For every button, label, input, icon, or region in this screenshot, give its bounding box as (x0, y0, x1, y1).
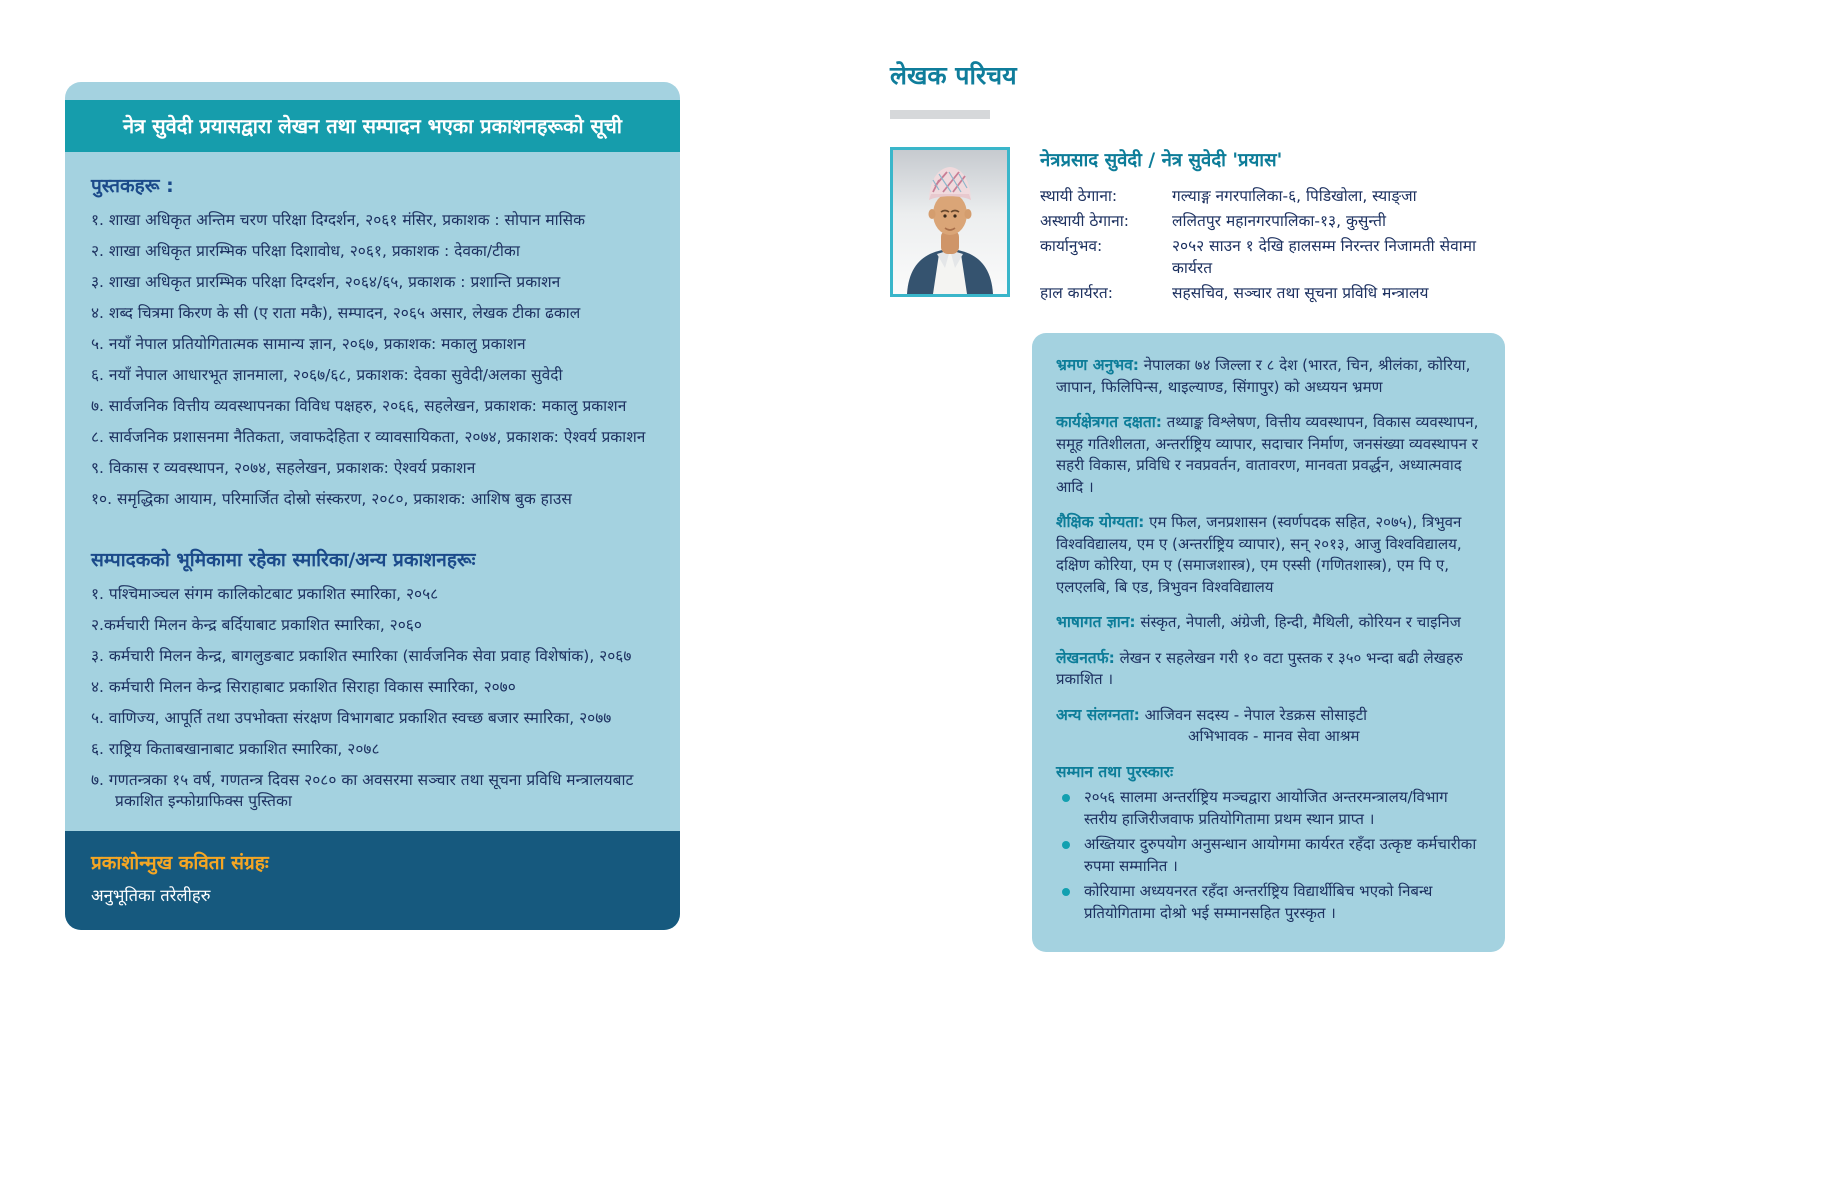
expertise-label: कार्यक्षेत्रगत दक्षता: (1056, 413, 1162, 431)
publications-panel (65, 82, 680, 930)
travel-text: नेपालका ७४ जिल्ला र ८ देश (भारत, चिन, श्रीलंका, कोरिया, जापान, फिलिपिन्स, थाइल्याण्ड, सिंगापुर) को अध्ययन भ्रमण (1056, 356, 1471, 396)
book-list-item: २. शाखा अधिकृत प्रारम्भिक परिक्षा दिशावोध, २०६१, प्रकाशक : देवका/टीका (91, 242, 520, 260)
award-bullet-text: अख्तियार दुरुपयोग अनुसन्धान आयोगमा कार्यरत रहँदा उत्कृष्ट कर्मचारीका रुपमा सम्मानित । (1084, 835, 1477, 875)
upcoming-poetry-title: प्रकाशोन्मुख कविता संग्रहः (91, 852, 269, 874)
author-detail-row (1040, 185, 1510, 207)
writing-text: लेखन र सहलेखन गरी १० वटा पुस्तक र ३५० भन्दा बढी लेखहरु प्रकाशित । (1056, 648, 1463, 688)
expertise-section (1056, 412, 1481, 498)
book-list-item: ३. शाखा अधिकृत प्रारम्भिक परिक्षा दिग्दर्शन, २०६४/६५, प्रकाशक : प्रशान्ति प्रकाशन (91, 273, 561, 291)
involvement-section (1056, 705, 1481, 748)
awards-title: सम्मान तथा पुरस्कारः (1056, 762, 1174, 781)
awards-section (1056, 762, 1481, 925)
writing-label: लेखनतर्फ: (1056, 648, 1115, 667)
author-photo (890, 147, 1010, 297)
detail-value: सहसचिव, सञ्चार तथा सूचना प्रविधि मन्त्रालय (1172, 284, 1429, 302)
book-list-item: ४. शब्द चित्रमा किरण के सी (ए राता मकै), सम्पादन, २०६५ असार, लेखक टीका ढकाल (91, 304, 581, 322)
souvenir-list-item: १. पश्चिमाञ्चल संगम कालिकोटबाट प्रकाशित स्मारिका, २०५८ (91, 585, 439, 603)
publications-panel-body (65, 152, 680, 831)
souvenir-list-item: ३. कर्मचारी मिलन केन्द्र, बागलुङबाट प्रकाशित स्मारिका (सार्वजनिक सेवा प्रवाह विशेषांक), २०६७ (91, 647, 632, 665)
travel-label: भ्रमण अनुभव: (1056, 356, 1139, 374)
author-details (1040, 185, 1510, 304)
involvement-text: आजिवन सदस्य - नेपाल रेडक्रस सोसाइटी (1144, 705, 1368, 724)
section-spacer (91, 520, 654, 546)
writing-section (1056, 648, 1481, 691)
languages-section (1056, 612, 1481, 634)
books-list (91, 210, 654, 510)
souvenir-list-item: २.कर्मचारी मिलन केन्द्र बर्दियाबाट प्रकाशित स्मारिका, २०६० (91, 616, 422, 634)
languages-text: संस्कृत, नेपाली, अंग्रेजी, हिन्दी, मैथिली, कोरियन र चाइनिज (1140, 613, 1461, 631)
education-text: एम फिल, जनप्रशासन (स्वर्णपदक सहित, २०७५), त्रिभुवन विश्वविद्यालय, एम ए (अन्तर्राष्ट्रिय व्यापार), सन् २०१३, आजु विश्वविद्यालय, दक्षिण कोरिया, एम ए (समाजशास्त्र), एम एस्सी (गणितशास्त्र), एम पि ए, एलएलबि, बि एड, त्रिभुवन विश्वविद्यालय (1056, 513, 1462, 596)
author-info (1040, 147, 1510, 307)
award-bullet-row (1056, 834, 1481, 877)
award-bullet-row (1056, 881, 1481, 924)
detail-value: गल्याङ्ग नगरपालिका-६, पिडिखोला, स्याङ्जा (1172, 187, 1417, 205)
award-bullet-text: कोरियामा अध्ययनरत रहँदा अन्तर्राष्ट्रिय विद्यार्थीबिच भएको निबन्ध प्रतियोगितामा दोश्रो भई सम्मानसहित पुरस्कृत । (1084, 882, 1433, 922)
decorative-gray-bar (890, 110, 990, 119)
author-detail-row (1040, 282, 1510, 304)
souvenir-list (91, 584, 654, 812)
involvement-text-line2: अभिभावक - मानव सेवा आश्रम (1188, 727, 1360, 745)
author-intro-panel (890, 58, 1510, 952)
awards-list (1056, 787, 1481, 924)
book-list-item: ६. नयाँ नेपाल आधारभूत ज्ञानमाला, २०६७/६८, प्रकाशक: देवका सुवेदी/अलका सुवेदी (91, 366, 563, 384)
book-list-item: ७. सार्वजनिक वित्तीय व्यवस्थापनका विविध पक्षहरु, २०६६, सहलेखन, प्रकाशक: मकालु प्रकाशन (91, 397, 627, 415)
detail-label: कार्यानुभव: (1040, 237, 1103, 255)
book-list-item: १०. समृद्धिका आयाम, परिमार्जित दोस्रो संस्करण, २०८०, प्रकाशक: आशिष बुक हाउस (91, 490, 572, 508)
books-section-title: पुस्तकहरू : (91, 175, 174, 197)
author-detail-row (1040, 210, 1510, 232)
souvenir-list-item: ६. राष्ट्रिय किताबखानाबाट प्रकाशित स्मारिका, २०७८ (91, 740, 380, 758)
detail-label: हाल कार्यरत: (1040, 284, 1113, 302)
detail-value: ललितपुर महानगरपालिका-१३, कुसुन्ती (1172, 212, 1386, 230)
involvement-label: अन्य संलग्नता: (1056, 705, 1140, 724)
education-section (1056, 512, 1481, 598)
book-list-item: ८. सार्वजनिक प्रशासनमा नैतिकता, जवाफदेहिता र व्यावसायिकता, २०७४, प्रकाशक: ऐश्वर्य प्रकाशन (91, 428, 646, 446)
languages-label: भाषागत ज्ञान: (1056, 613, 1136, 631)
award-bullet-row (1056, 787, 1481, 830)
book-list-item: ९. विकास र व्यवस्थापन, २०७४, सहलेखन, प्रकाशक: ऐश्वर्य प्रकाशन (91, 459, 476, 477)
author-row (890, 147, 1510, 307)
book-list-item: ५. नयाँ नेपाल प्रतियोगितात्मक सामान्य ज्ञान, २०६७, प्रकाशक: मकालु प्रकाशन (91, 335, 526, 353)
detail-value: २०५२ साउन १ देखि हालसम्म निरन्तर निजामती सेवामा कार्यरत (1172, 237, 1476, 277)
detail-label: स्थायी ठेगाना: (1040, 187, 1118, 205)
publications-panel-header: नेत्र सुवेदी प्रयासद्वारा लेखन तथा सम्पादन भएका प्रकाशनहरूको सूची (65, 100, 680, 152)
upcoming-publication-band (65, 831, 680, 930)
author-portrait-illustration (893, 150, 1007, 294)
souvenir-section-title: सम्पादकको भूमिकामा रहेका स्मारिका/अन्य प्रकाशनहरूः (91, 549, 476, 571)
souvenir-list-item: ४. कर्मचारी मिलन केन्द्र सिराहाबाट प्रकाशित सिराहा विकास स्मारिका, २०७० (91, 678, 516, 696)
education-label: शैक्षिक योग्यता: (1056, 513, 1145, 531)
detail-label: अस्थायी ठेगाना: (1040, 212, 1129, 230)
bullet-dot-icon (1062, 794, 1070, 802)
souvenir-list-item: ७. गणतन्त्रका १५ वर्ष, गणतन्त्र दिवस २०८० का अवसरमा सञ्चार तथा सूचना प्रविधि मन्त्रालयबाट प्रकाशित इन्फोग्राफिक्स पुस्तिका (91, 771, 634, 810)
author-name: नेत्रप्रसाद सुवेदी / नेत्र सुवेदी 'प्रयास' (1040, 150, 1283, 171)
award-bullet-text: २०५६ सालमा अन्तर्राष्ट्रिय मञ्चद्वारा आयोजित अन्तरमन्त्रालय/विभाग स्तरीय हाजिरीजवाफ प्रतियोगितामा प्रथम स्थान प्राप्त । (1084, 788, 1448, 828)
author-intro-title: लेखक परिचय (890, 61, 1017, 90)
travel-section (1056, 355, 1481, 398)
author-detail-row (1040, 235, 1510, 279)
book-list-item: १. शाखा अधिकृत अन्तिम चरण परिक्षा दिग्दर्शन, २०६१ मंसिर, प्रकाशक : सोपान मासिक (91, 211, 586, 229)
upcoming-poetry-name: अनुभूतिका तरेलीहरु (91, 886, 211, 905)
bullet-dot-icon (1062, 841, 1070, 849)
author-bio-box (1032, 333, 1505, 952)
expertise-text: तथ्याङ्क विश्लेषण, वित्तीय व्यवस्थापन, विकास व्यवस्थापन, समूह गतिशीलता, अन्तर्राष्ट्रिय व्यापार, सदाचार निर्माण, जनसंख्या व्यवस्थापन र सहरी विकास, प्रविधि र नवप्रवर्तन, वातावरण, मानवता प्रवर्द्धन, अध्यात्मवाद आदि । (1056, 413, 1479, 496)
souvenir-list-item: ५. वाणिज्य, आपूर्ति तथा उपभोक्ता संरक्षण विभागबाट प्रकाशित स्वच्छ बजार स्मारिका, २०७७ (91, 709, 612, 727)
bullet-dot-icon (1062, 888, 1070, 896)
